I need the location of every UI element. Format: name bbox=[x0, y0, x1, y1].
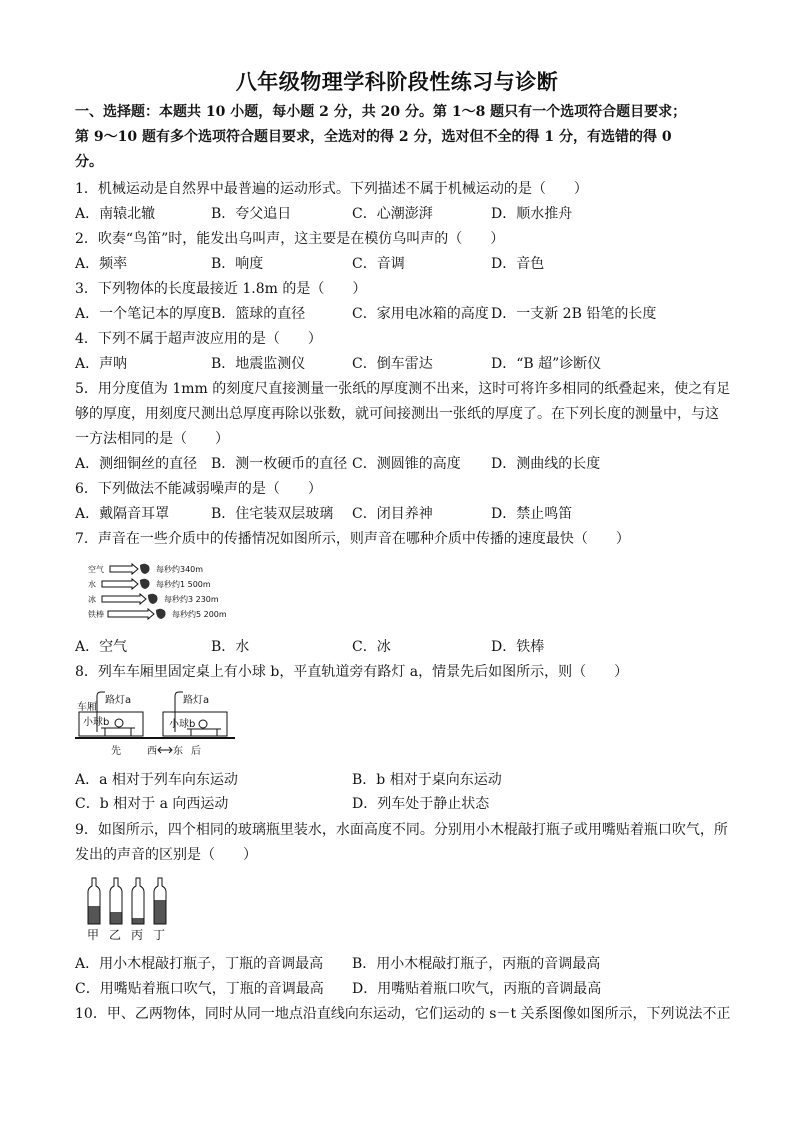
bottle-label-ding: 丁 bbox=[153, 928, 166, 942]
option-a[interactable]: A．空气 bbox=[75, 639, 128, 655]
lamp-label-2: 路灯a bbox=[183, 695, 210, 706]
train-lamp-figure bbox=[75, 690, 235, 762]
option-a[interactable]: A．一个笔记本的厚度 bbox=[75, 306, 212, 322]
arrow-icon bbox=[110, 564, 138, 574]
water-level bbox=[133, 918, 144, 924]
option-c[interactable]: C．冰 bbox=[352, 639, 391, 655]
option-a[interactable]: A．南辕北辙 bbox=[75, 206, 156, 222]
option-d[interactable]: D．测曲线的长度 bbox=[491, 456, 601, 472]
label-first: 先 bbox=[111, 746, 121, 757]
option-c[interactable]: C．b 相对于 a 向西运动 bbox=[75, 796, 229, 812]
option-a[interactable]: A．戴隔音耳罩 bbox=[75, 506, 170, 522]
option-d[interactable]: D．用嘴贴着瓶口吹气，丙瓶的音调最高 bbox=[352, 981, 602, 997]
label-east: 东 bbox=[173, 746, 183, 757]
arrow-icon bbox=[102, 594, 146, 604]
medium-label-ice: 冰 bbox=[88, 595, 96, 604]
table-icon bbox=[187, 729, 221, 736]
option-b[interactable]: B．住宅装双层玻璃 bbox=[211, 506, 334, 522]
sound-propagation-figure bbox=[88, 560, 248, 624]
bottles-figure bbox=[84, 876, 174, 942]
car-label: 车厢 bbox=[77, 702, 97, 713]
question-1-stem: 1．机械运动是自然界中最普遍的运动形式。下列描述不属于机械运动的是（ ） bbox=[75, 181, 588, 197]
ball-icon bbox=[199, 720, 207, 728]
section-instructions-line3: 分。 bbox=[75, 154, 103, 170]
option-a[interactable]: A．用小木棍敲打瓶子，丁瓶的音调最高 bbox=[75, 956, 324, 972]
question-5-line2: 够的厚度，用刻度尺测出总厚度再除以张数，就可间接测出一张纸的厚度了。在下列长度的测量中，与这 bbox=[75, 406, 719, 422]
option-c[interactable]: C．倒车雷达 bbox=[352, 356, 433, 372]
label-west: 西 bbox=[147, 746, 157, 757]
ball-label-1: 小球b bbox=[83, 717, 110, 728]
question-9-line1: 9．如图所示，四个相同的玻璃瓶里装水，水面高度不同。分别用小木棍敲打瓶子或用嘴贴着瓶口吹气，所 bbox=[75, 822, 728, 838]
arrow-icon bbox=[102, 579, 138, 589]
table-icon bbox=[101, 728, 135, 736]
double-arrow-icon bbox=[158, 747, 172, 753]
question-4-stem: 4．下列不属于超声波应用的是（ ） bbox=[75, 331, 322, 347]
ball-icon bbox=[115, 719, 123, 727]
option-d[interactable]: D．一支新 2B 铅笔的长度 bbox=[491, 306, 657, 322]
option-b[interactable]: B．用小木棍敲打瓶子，丙瓶的音调最高 bbox=[352, 956, 601, 972]
option-c[interactable]: C．测圆锥的高度 bbox=[352, 456, 461, 472]
option-b[interactable]: B．b 相对于桌向东运动 bbox=[352, 772, 502, 788]
option-d[interactable]: D．列车处于静止状态 bbox=[352, 796, 490, 812]
option-d[interactable]: D．顺水推舟 bbox=[491, 206, 573, 222]
water-level bbox=[155, 900, 166, 924]
option-d[interactable]: D．禁止鸣笛 bbox=[491, 506, 573, 522]
question-9-line2: 发出的声音的区别是（ ） bbox=[75, 847, 257, 863]
option-b[interactable]: B．水 bbox=[211, 639, 250, 655]
option-b[interactable]: B．测一枚硬币的直径 bbox=[211, 456, 348, 472]
option-a[interactable]: A．测细铜丝的直径 bbox=[75, 456, 198, 472]
option-a[interactable]: A．声呐 bbox=[75, 356, 128, 372]
option-d[interactable]: D．“B 超”诊断仪 bbox=[491, 356, 602, 372]
water-level bbox=[89, 906, 100, 924]
ear-icon bbox=[148, 594, 158, 604]
option-b[interactable]: B．地震监测仪 bbox=[211, 356, 306, 372]
option-b[interactable]: B．响度 bbox=[211, 256, 264, 272]
option-a[interactable]: A．a 相对于列车向东运动 bbox=[75, 772, 238, 788]
bottle-icon bbox=[132, 878, 144, 924]
question-8-stem: 8．列车车厢里固定桌上有小球 b，平直轨道旁有路灯 a，情景先后如图所示，则（ ） bbox=[75, 664, 629, 680]
ear-icon bbox=[156, 609, 166, 619]
speed-label-water: 每秒约1 500m bbox=[156, 580, 211, 589]
question-5-line1: 5．用分度值为 1mm 的刻度尺直接测量一张纸的厚度测不出来，这时可将许多相同的纸叠起来，使之有足 bbox=[75, 381, 731, 397]
option-c[interactable]: C．家用电冰箱的高度 bbox=[352, 306, 489, 322]
option-c[interactable]: C．用嘴贴着瓶口吹气，丁瓶的音调最高 bbox=[75, 981, 324, 997]
ear-icon bbox=[140, 564, 150, 574]
label-after: 后 bbox=[191, 746, 201, 757]
option-d[interactable]: D．铁棒 bbox=[491, 639, 545, 655]
option-a[interactable]: A．频率 bbox=[75, 256, 128, 272]
question-5-line3: 一方法相同的是（ ） bbox=[75, 431, 229, 447]
question-2-stem: 2．吹奏“鸟笛”时，能发出乌叫声，这主要是在模仿乌叫声的（ ） bbox=[75, 231, 505, 247]
option-c[interactable]: C．心潮澎湃 bbox=[352, 206, 433, 222]
arrow-icon bbox=[108, 609, 154, 619]
section-instructions-line2: 第 9～10 题有多个选项符合题目要求，全选对的得 2 分，选对但不全的得 1 分，有选错的得 0 bbox=[75, 129, 672, 145]
medium-label-iron: 铁棒 bbox=[88, 610, 104, 619]
bottle-label-jia: 甲 bbox=[87, 928, 100, 942]
question-7-stem: 7．声音在一些介质中的传播情况如图所示，则声音在哪种介质中传播的速度最快（ ） bbox=[75, 531, 630, 547]
question-10-stem: 10．甲、乙两物体，同时从同一地点沿直线向东运动，它们运动的 s－t 关系图像如图所示，下列说法不正 bbox=[75, 1006, 731, 1022]
option-d[interactable]: D．音色 bbox=[491, 256, 545, 272]
bottle-label-yi: 乙 bbox=[109, 928, 122, 942]
question-3-stem: 3．下列物体的长度最接近 1.8m 的是（ ） bbox=[75, 281, 367, 297]
option-c[interactable]: C．闭目养神 bbox=[352, 506, 433, 522]
section-instructions-line1: 一、选择题：本题共 10 小题，每小题 2 分，共 20 分。第 1～8 题只有一个选项符合题目要求； bbox=[75, 104, 687, 120]
ear-icon bbox=[140, 579, 150, 589]
question-6-stem: 6．下列做法不能减弱噪声的是（ ） bbox=[75, 481, 322, 497]
speed-label-iron: 每秒约5 200m bbox=[172, 610, 227, 619]
medium-label-air: 空气 bbox=[88, 565, 104, 574]
speed-label-ice: 每秒约3 230m bbox=[164, 595, 219, 604]
ball-label-2: 小球b bbox=[169, 719, 196, 730]
lamp-label-1: 路灯a bbox=[105, 695, 132, 706]
page-title: 八年级物理学科阶段性练习与诊断 bbox=[235, 69, 559, 94]
option-b[interactable]: B．夸父追日 bbox=[211, 206, 292, 222]
speed-label-air: 每秒约340m bbox=[156, 565, 204, 574]
bottle-label-bing: 丙 bbox=[131, 928, 144, 942]
option-b[interactable]: B．篮球的直径 bbox=[211, 306, 306, 322]
water-level bbox=[111, 912, 122, 924]
option-c[interactable]: C．音调 bbox=[352, 256, 405, 272]
medium-label-water: 水 bbox=[88, 580, 96, 589]
